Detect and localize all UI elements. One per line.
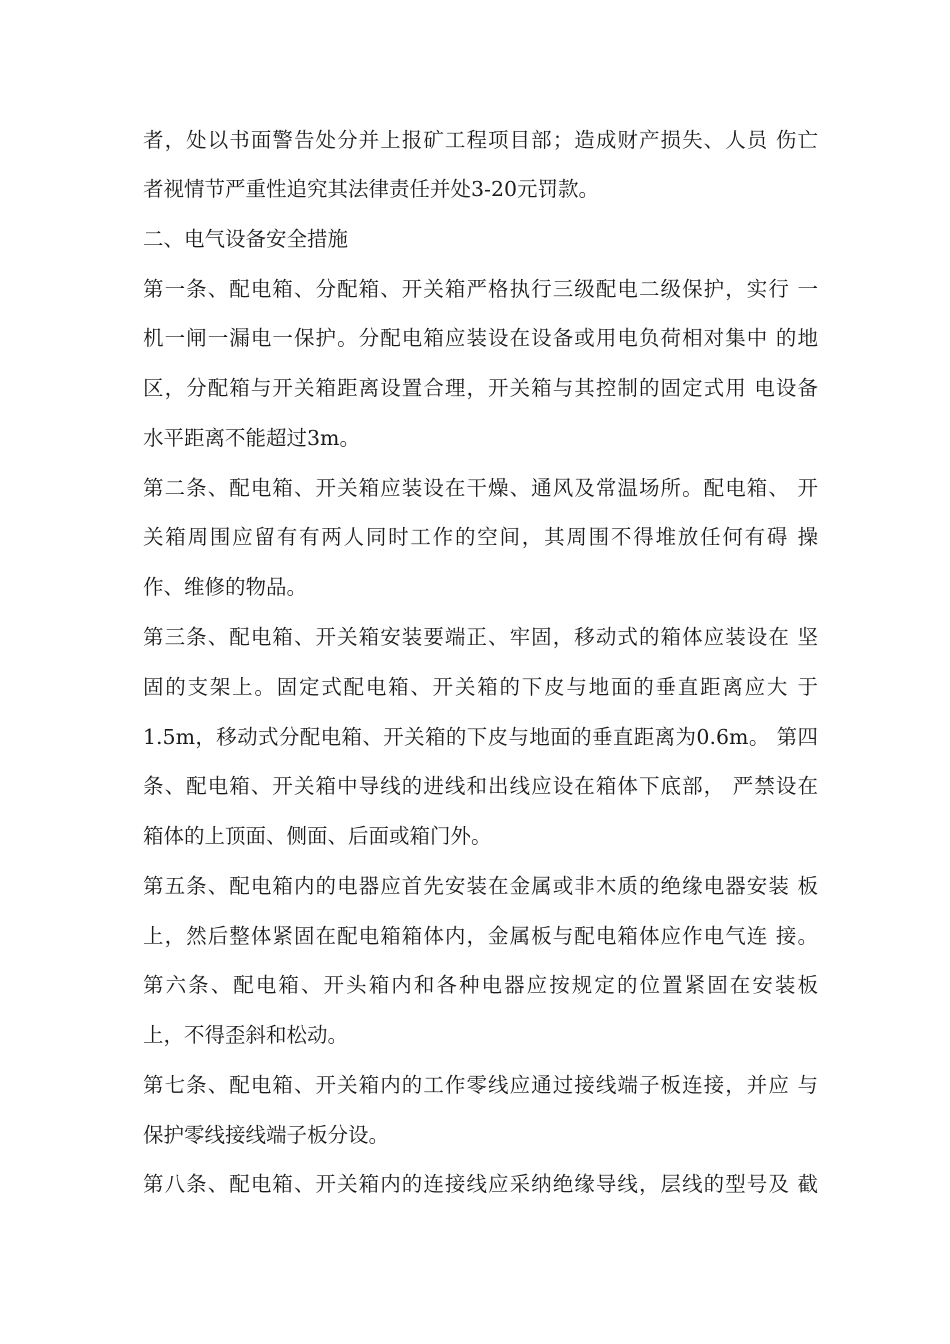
text-line-12: 固的支架上。固定式配电箱、开关箱的下皮与地面的垂直距离应大 于 <box>143 675 818 699</box>
text-line-2: 者视情节严重性追究其法律责任并处3-20元罚款。 <box>143 177 600 201</box>
text-line-9: 关箱周围应留有有两人同时工作的空间，其周围不得堆放任何有碍 操 <box>143 525 818 549</box>
text-line-13: 1.5m，移动式分配电箱、开关箱的下皮与地面的垂直距离为0.6m。 第四 <box>143 725 818 749</box>
text-line-20: 第七条、配电箱、开关箱内的工作零线应通过接线端子板连接，并应 与 <box>143 1073 818 1097</box>
text-line-4: 第一条、配电箱、分配箱、开关箱严格执行三级配电二级保护，实行 一 <box>143 277 818 301</box>
section-heading: 二、电气设备安全措施 <box>143 227 348 251</box>
text-line-7: 水平距离不能超过3m。 <box>143 426 360 450</box>
text-line-10: 作、维修的物品。 <box>143 575 307 599</box>
text-line-17: 上，然后整体紧固在配电箱箱体内，金属板与配电箱体应作电气连 接。 <box>143 924 818 948</box>
text-line-5: 机一闸一漏电一保护。分配电箱应装设在设备或用电负荷相对集中 的地 <box>143 326 818 350</box>
text-line-8: 第二条、配电箱、开关箱应装设在干燥、通风及常温场所。配电箱、 开 <box>143 476 818 500</box>
text-line-14: 条、配电箱、开关箱中导线的进线和出线应设在箱体下底部， 严禁设在 <box>143 774 818 798</box>
text-line-16: 第五条、配电箱内的电器应首先安装在金属或非木质的绝缘电器安装 板 <box>143 874 818 898</box>
text-line-11: 第三条、配电箱、开关箱安装要端正、牢固，移动式的箱体应装设在 坚 <box>143 625 818 649</box>
text-line-18: 第六条、配电箱、开头箱内和各种电器应按规定的位置紧固在安装板 <box>143 973 818 997</box>
text-line-19: 上，不得歪斜和松动。 <box>143 1023 348 1047</box>
text-line-15: 箱体的上顶面、侧面、后面或箱门外。 <box>143 824 492 848</box>
text-line-1: 者，处以书面警告处分并上报矿工程项目部；造成财产损失、人员 伤亡 <box>143 128 818 152</box>
text-line-6: 区，分配箱与开关箱距离设置合理，开关箱与其控制的固定式用 电设备 <box>143 376 818 400</box>
text-line-22: 第八条、配电箱、开关箱内的连接线应采纳绝缘导线，层线的型号及 截 <box>143 1172 818 1196</box>
text-line-21: 保护零线接线端子板分设。 <box>143 1123 389 1147</box>
